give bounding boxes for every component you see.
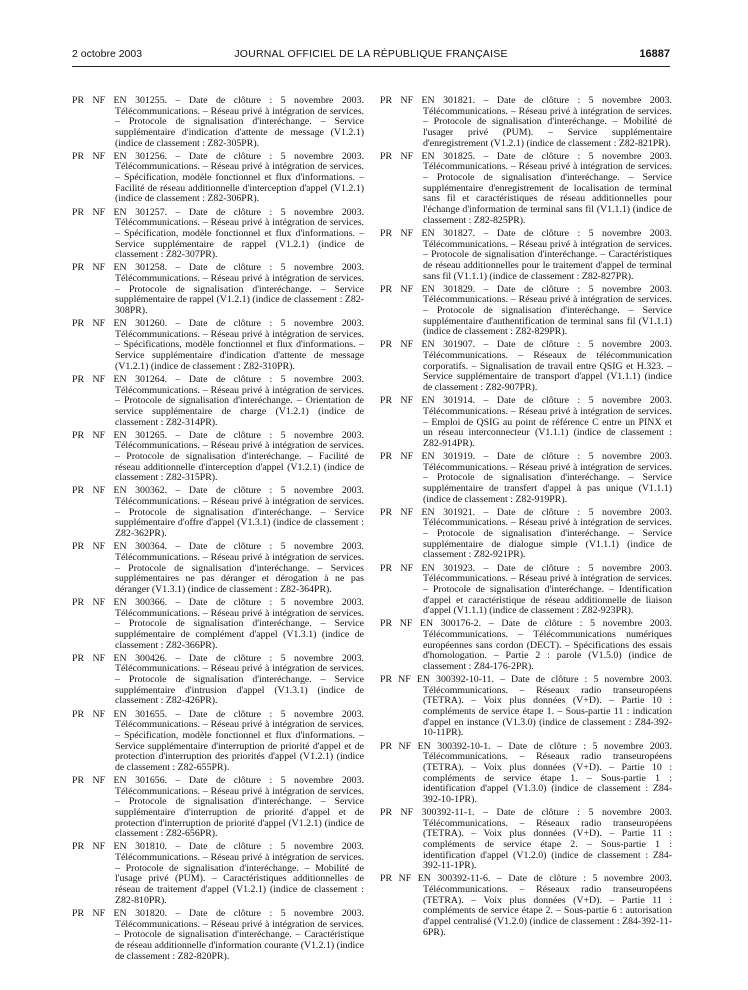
entry-description: – Date de clôture : 5 novembre 2003. Télécommunications. – Réseaux radio transeuropéens (TETRA). – Voix plus données (V+D). – Partie 10 : compléments de service étape 1. – Sous-partie 1 : identification d'appel (V1.3.0) (indice de classement : Z84-392-10-1PR). [423,740,672,805]
standard-entry [72,654,364,707]
entry-reference: PR NF EN 300176-2. [380,618,482,630]
journal-title: JOURNAL OFFICIEL DE LA RÉPUBLIQUE FRANÇAISE [234,48,508,60]
entry-reference: PR NF EN 301260. [72,318,168,330]
page-header [72,48,670,62]
entry-reference: PR NF EN 301810. [72,841,168,853]
standard-entry [380,808,672,872]
entry-reference: PR NF EN 301921. [380,506,476,518]
entry-reference: PR NF EN 300364. [72,541,168,553]
right-column [380,96,672,941]
standard-entry [380,340,672,393]
entry-description: – Date de clôture : 5 novembre 2003. Télécommunications. – Réseau privé à intégration de services. – Protocole de signalisation d'interéchange. – Service supplémentaire de rappel (V1.2.1) (indice de classement : Z82-308PR). [115,262,364,316]
standard-entry [380,152,672,227]
standard-entry [72,96,364,149]
entry-reference: PR NF EN 301255. [72,95,168,106]
standard-entry [380,675,672,739]
entry-description: – Date de clôture : 5 novembre 2003. Télécommunications. – Réseau privé à intégration de services. – Emploi de QSIG au point de référence C entre un PINX et un réseau interconnecteur (V1.1.1) (indice de classement : Z82-914PR). [423,395,672,449]
entry-description: – Date de clôture : 5 novembre 2003. Télécommunications. – Réseau privé à intégration de services. – Protocole de signalisation d'interéchange. – Caractéristiques de réseau additionnelles pour le traitement d'appel de terminal sans fil (V1.1.1) (indice de classement : Z82-827PR). [423,227,672,282]
entry-description: – Date de clôture : 5 novembre 2003. Télécommunications. – Réseau privé à intégration de services. – Protocole de signalisation d'interéchange. – Service supplémentaire d'authentification de terminal sans fil (V1.1.1) (indice de classement : Z82-829PR). [423,283,672,338]
entry-description: – Date de clôture : 5 novembre 2003. Télécommunications. – Réseau privé à intégration de services. – Spécification, modèle fonctionnel et flux d'informations. – Service supplémentaire de rappel (V1.2.1) (indice de classement : Z82-307PR). [115,206,364,261]
standard-entry [72,776,364,840]
standard-entry [380,874,672,938]
entry-reference: PR NF EN 301919. [380,451,476,462]
standard-entry [72,319,364,372]
entry-reference: PR NF EN 301907. [380,339,476,351]
entry-reference: PR NF EN 301264. [72,373,168,385]
entry-description: – Date de clôture : 5 novembre 2003. Télécommunications. – Réseau privé à intégration de services. – Protocole de signalisation d'interéchange. – Service supplémentaire d'enregistrement de localisation de terminal sans fil et caractéristiques de réseau additionnelles pour l'échange d'information de terminal sans fil (V1.1.1) (indice de classement : Z82-825PR). [423,150,672,226]
standard-entry [380,508,672,561]
standard-entry [380,564,672,617]
entry-reference: PR NF EN 301829. [380,283,476,295]
entry-reference: PR NF EN 301914. [380,395,476,407]
entry-reference: PR NF 300392-11-1. [380,807,475,818]
standard-entry [72,542,364,595]
entry-description: – Date de clôture : 5 novembre 2003. Télécommunications. – Réseau privé à intégration de services. – Protocole de signalisation d'interéchange. – Identification d'appel et caractéristique de réseau additionnelle de liaison d'appel (V1.1.1) (indice de classement : Z82-923PR). [423,562,672,617]
entry-reference: PR NF EN 300362. [72,485,168,497]
entry-reference: PR NF EN 301256. [72,150,168,162]
entry-description: – Date de clôture : 5 novembre 2003. Télécommunications. – Réseau privé à intégration de services. – Protocole de signalisation d'interéchange. – Facilité de réseau additionnelle d'interception d'appel (V1.2.1) (indice de classement : Z82-315PR). [115,429,364,484]
entry-description: – Date de clôture : 5 novembre 2003. Télécommunications. – Réseau privé à intégration de services. – Protocole de signalisation d'interéchange. – Service supplémentaire de dialogue simple (V1.1.1) (indice de classement : Z82-921PR). [423,506,672,561]
entry-reference: PR NF EN 301825. [380,150,476,162]
standard-entry [72,431,364,484]
standard-entry [380,96,672,149]
entry-description: – Date de clôture : 5 novembre 2003. Télécommunications. – Réseau privé à intégration de services. – Protocole de signalisation d'interéchange. – Mobilité de l'usager privé (PUM). – Service supplémentaire d'enregistrement (V1.2.1) (indice de classement : Z82-821PR). [423,95,672,149]
standard-entry [72,375,364,428]
entry-description: – Date de clôture : 5 novembre 2003. Télécommunications. – Réseau privé à intégration de services. – Protocole de signalisation d'interéchange. – Service supplémentaire de transfert d'appel à pas unique (V1.1.1) (indice de classement : Z82-919PR). [423,451,672,505]
entry-reference: PR NF EN 301820. [72,907,168,919]
entry-reference: PR NF EN 301923. [380,562,476,574]
entry-reference: PR NF EN 300392-11-6. [380,873,491,885]
standard-entry [380,229,672,282]
left-column [72,96,364,965]
entry-description: – Date de clôture : 5 novembre 2003. Télécommunications. – Réseau privé à intégration de services. – Protocole de signalisation d'interéchange. – Service supplémentaire de complément d'appel (V1.3.1) (indice de classement : Z82-366PR). [115,597,364,651]
entry-description: – Date de clôture : 5 novembre 2003. Télécommunications. – Réseau privé à intégration de services. – Protocole de signalisation d'interéchange. – Mobilité de l'usage privé (PUM). – Caractéristiques additionnelles de réseau de traitement d'appel (V1.2.1) (indice de classement : Z82-810PR). [115,841,364,906]
entry-description: – Date de clôture : 5 novembre 2003. Télécommunications. – Réseaux de télécommunication corporatifs. – Signalisation de travail entre QSIG et H.323. – Service supplémentaire de transport d'appel (V1.1.1) (indice de classement : Z82-907PR). [423,339,672,394]
standard-entry [72,598,364,651]
entry-description: – Date de clôture : 5 novembre 2003. Télécommunications. – Réseau privé à intégration de services. – Protocole de signalisation d'interéchange. – Service supplémentaire d'offre d'appel (V1.3.1) (indice de classement : Z82-362PR). [115,485,364,540]
standard-entry [380,742,672,806]
standard-entry [380,452,672,505]
standard-entry [72,842,364,906]
page-number: 16887 [639,48,670,60]
standard-entry [380,396,672,449]
entry-description: – Date de clôture : 5 novembre 2003. Télécommunications. – Réseau privé à intégration de services. – Spécifications, modèle fonctionnel et flux d'informations. – Service supplémentaire d'indication d'attente de message (V1.2.1) (indice de classement : Z82-310PR). [115,318,364,372]
standard-entry [72,152,364,205]
standard-entry [72,263,364,316]
entry-reference: PR NF EN 301258. [72,262,168,274]
entry-description: – Date de clôture : 5 novembre 2003. Télécommunications. – Réseau privé à intégration de services. – Protocole de signalisation d'interéchange. – Caractéristique de réseau additionnelle d'information courante (V1.2.1) (indice de classement : Z82-820PR). [115,907,364,962]
entry-reference: PR NF EN 301827. [380,227,476,239]
standard-entry [72,486,364,539]
entry-reference: PR NF EN 301655. [72,708,168,720]
entry-reference: PR NF EN 300392-10-1. [380,740,491,752]
entry-description: – Date de clôture : 5 novembre 2003. Télécommunications. – Réseau privé à intégration de services. – Protocole de signalisation d'interéchange. – Service supplémentaire d'interruption de priorité d'appel et de protection d'interruption de priorité d'appel (V1.2.1) (indice de classement : Z82-656PR). [115,775,364,840]
entry-description: – Date de clôture : 5 novembre 2003. Télécommunications. – Réseaux radio transeuropéens (TETRA). – Voix plus données (V+D). – Partie 11 : compléments de service étape 2. – Sous-partie 1 : identification d'appel (V1.2.0) (indice de classement : Z84-392-11-1PR). [423,807,672,872]
header-rule [72,66,670,67]
entry-description: – Date de clôture : 5 novembre 2003. Télécommunications. – Réseau privé à intégration de services. – Protocole de signalisation d'interéchange. – Service supplémentaire d'intrusion d'appel (V1.3.1) (indice de classement : Z82-426PR). [115,652,364,707]
entry-description: – Date de clôture : 5 novembre 2003. Télécommunications. – Réseau privé à intégration de services. – Protocole de signalisation d'interéchange. – Orientation de service supplémentaire de charge (V1.2.1) (indice de classement : Z82-314PR). [115,373,364,428]
standard-entry [72,909,364,962]
entry-description: – Date de clôture : 5 novembre 2003. Télécommunications. – Réseau privé à intégration de services. – Protocole de signalisation d'interéchange. – Services supplémentaires ne pas déranger et dérogation à ne pas déranger (V1.3.1) (indice de classement : Z82-364PR). [115,541,364,595]
entry-description: – Date de clôture : 5 novembre 2003. Télécommunications. – Réseau privé à intégration de services. – Spécification, modèle fonctionnel et flux d'informations. – Facilité de réseau additionnelle d'interception d'appel (V1.2.1) (indice de classement : Z82-306PR). [115,150,364,205]
entry-reference: PR NF EN 301257. [72,206,168,218]
entry-reference: PR NF EN 300426. [72,652,168,664]
entry-reference: PR NF EN 301821. [380,95,476,106]
entry-description: – Date de clôture : 5 novembre 2003. Télécommunications. – Réseaux radio transeuropéens (TETRA). – Voix plus données (V+D). – Partie 10 : compléments de service étape 1. – Sous-partie 11 : indication d'appel en instance (V1.3.0) (indice de classement : Z84-392-10-11PR). [423,674,673,739]
entry-reference: PR NF EN 301265. [72,429,168,441]
entry-description: – Date de clôture : 5 novembre 2003. Télécommunications. – Réseaux radio transeuropéens (TETRA). – Voix plus données (V+D). – Partie 11 : compléments de service étape 2. – Sous-partie 6 : autorisation d'appel centralisé (V1.2.0) (indice de classement : Z84-392-11-6PR). [423,873,672,938]
standard-entry [380,619,672,672]
entry-description: – Date de clôture : 5 novembre 2003. Télécommunications. – Réseau privé à intégration de services. – Spécification, modèle fonctionnel et flux d'informations. – Service supplémentaire d'interruption de priorité d'appel et de protection d'interruption des priorités d'appel (V1.2.1) (indice de classement : Z82-655PR). [115,708,364,773]
standard-entry [380,285,672,338]
entry-description: – Date de clôture : 5 novembre 2003. Télécommunications. – Télécommunications numériques européennes sans cordon (DECT). – Spécifications des essais d'homologation. – Partie 2 : parole (V1.5.0) (indice de classement : Z84-176-2PR). [423,618,672,672]
header-date: 2 octobre 2003 [72,48,143,60]
entry-reference: PR NF EN 301656. [72,775,168,787]
entry-reference: PR NF EN 300366. [72,597,168,609]
standard-entry [72,208,364,261]
entry-description: – Date de clôture : 5 novembre 2003. Télécommunications. – Réseau privé à intégration de services. – Protocole de signalisation d'interéchange. – Service supplémentaire d'indication d'attente de message (V1.2.1) (indice de classement : Z82-305PR). [115,95,364,149]
standard-entry [72,710,364,774]
entry-reference: PR NF EN 300392-10-11. [380,674,494,686]
